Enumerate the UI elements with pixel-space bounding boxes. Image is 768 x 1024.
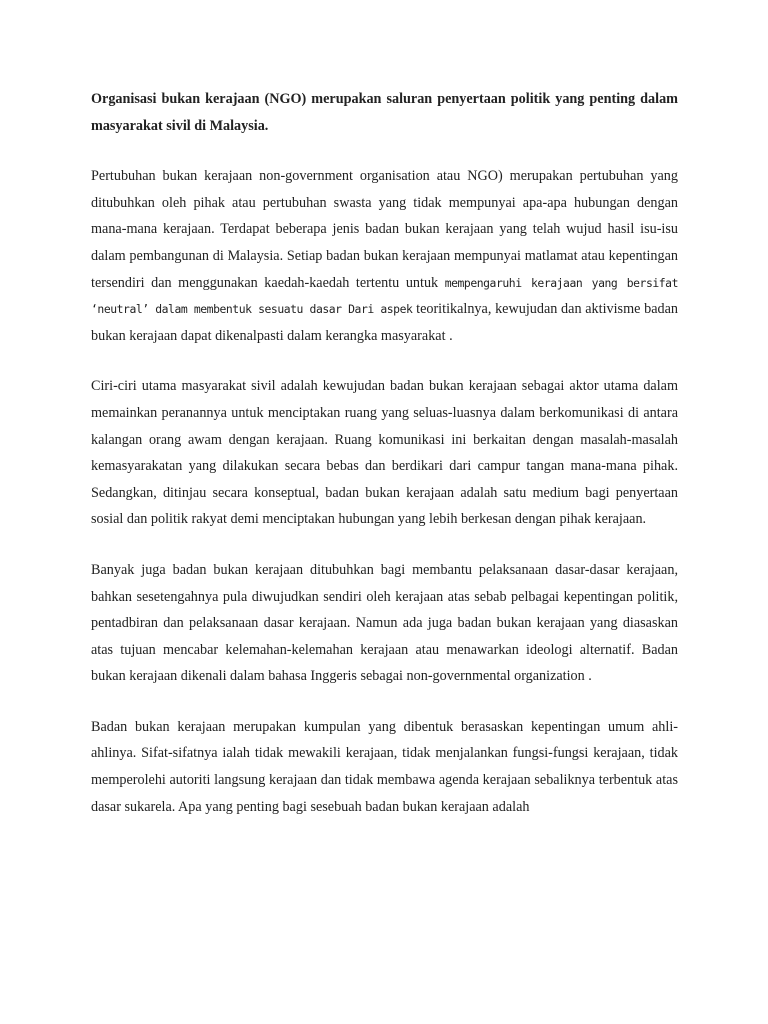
- paragraph-1-text-mono: mempengaruhi kerajaan yang bersifat ‘neutral’ dalam membentuk sesuatu dasar Dari aspek: [91, 275, 678, 317]
- document-heading: Organisasi bukan kerajaan (NGO) merupakan saluran penyertaan politik yang penting dalam masyarakat sivil di Malaysia.: [91, 91, 678, 134]
- paragraph-2: Ciri-ciri utama masyarakat sivil adalah kewujudan badan bukan kerajaan sebagai aktor utama dalam memainkan peranannya untuk menciptakan ruang yang seluas-luasnya dalam berkomunikasi di antara kalangan orang awam dengan kerajaan. Ruang komunikasi ini berkaitan dengan masalah-masalah kemasyarakatan yang dilakukan secara bebas dan berdikari dari campur tangan mana-mana pihak. Sedangkan, ditinjau secara konseptual, badan bukan kerajaan adalah satu medium bagi penyertaan sosial dan politik rakyat demi menciptakan hubungan yang lebih berkesan dengan pihak kerajaan.: [91, 378, 678, 528]
- document-page: [91, 86, 678, 844]
- paragraph-3: Banyak juga badan bukan kerajaan ditubuhkan bagi membantu pelaksanaan dasar-dasar kerajaan, bahkan sesetengahnya pula diwujudkan sendiri oleh kerajaan atas sebab pelbagai kepentingan politik, pentadbiran dan pelaksanaan dasar kerajaan. Namun ada juga badan bukan kerajaan yang diasaskan atas tujuan mencabar kelemahan-kelemahan kerajaan atau menawarkan ideologi alternatif. Badan bukan kerajaan dikenali dalam bahasa Inggeris sebagai non-governmental organization .: [91, 561, 678, 685]
- paragraph-1: [91, 163, 678, 349]
- paragraph-4: Badan bukan kerajaan merupakan kumpulan yang dibentuk berasaskan kepentingan umum ahli-ahlinya. Sifat-sifatnya ialah tidak mewakili kerajaan, tidak menjalankan fungsi-fungsi kerajaan, tidak memperolehi autoriti langsung kerajaan dan tidak membawa agenda kerajaan sebaliknya terbentuk atas dasar sukarela. Apa yang penting bagi sesebuah badan bukan kerajaan adalah: [91, 718, 678, 815]
- paragraph-1-text-a: Pertubuhan bukan kerajaan non-government organisation atau NGO) merupakan pertubuhan yang ditubuhkan oleh pihak atau pertubuhan swasta yang tidak mempunyai apa-apa hubungan dengan mana-mana kerajaan. Terdapat beberapa jenis badan bukan kerajaan yang telah wujud hasil isu-isu dalam pembangunan di Malaysia. Setiap badan bukan kerajaan mempunyai matlamat atau kepentingan tersendiri dan menggunakan kaedah-kaedah tertentu untuk: [91, 168, 678, 291]
- paragraph-1-text-c: teoritikalnya, kewujudan dan aktivisme badan bukan kerajaan dapat dikenalpasti dalam kerangka masyarakat .: [91, 301, 679, 344]
